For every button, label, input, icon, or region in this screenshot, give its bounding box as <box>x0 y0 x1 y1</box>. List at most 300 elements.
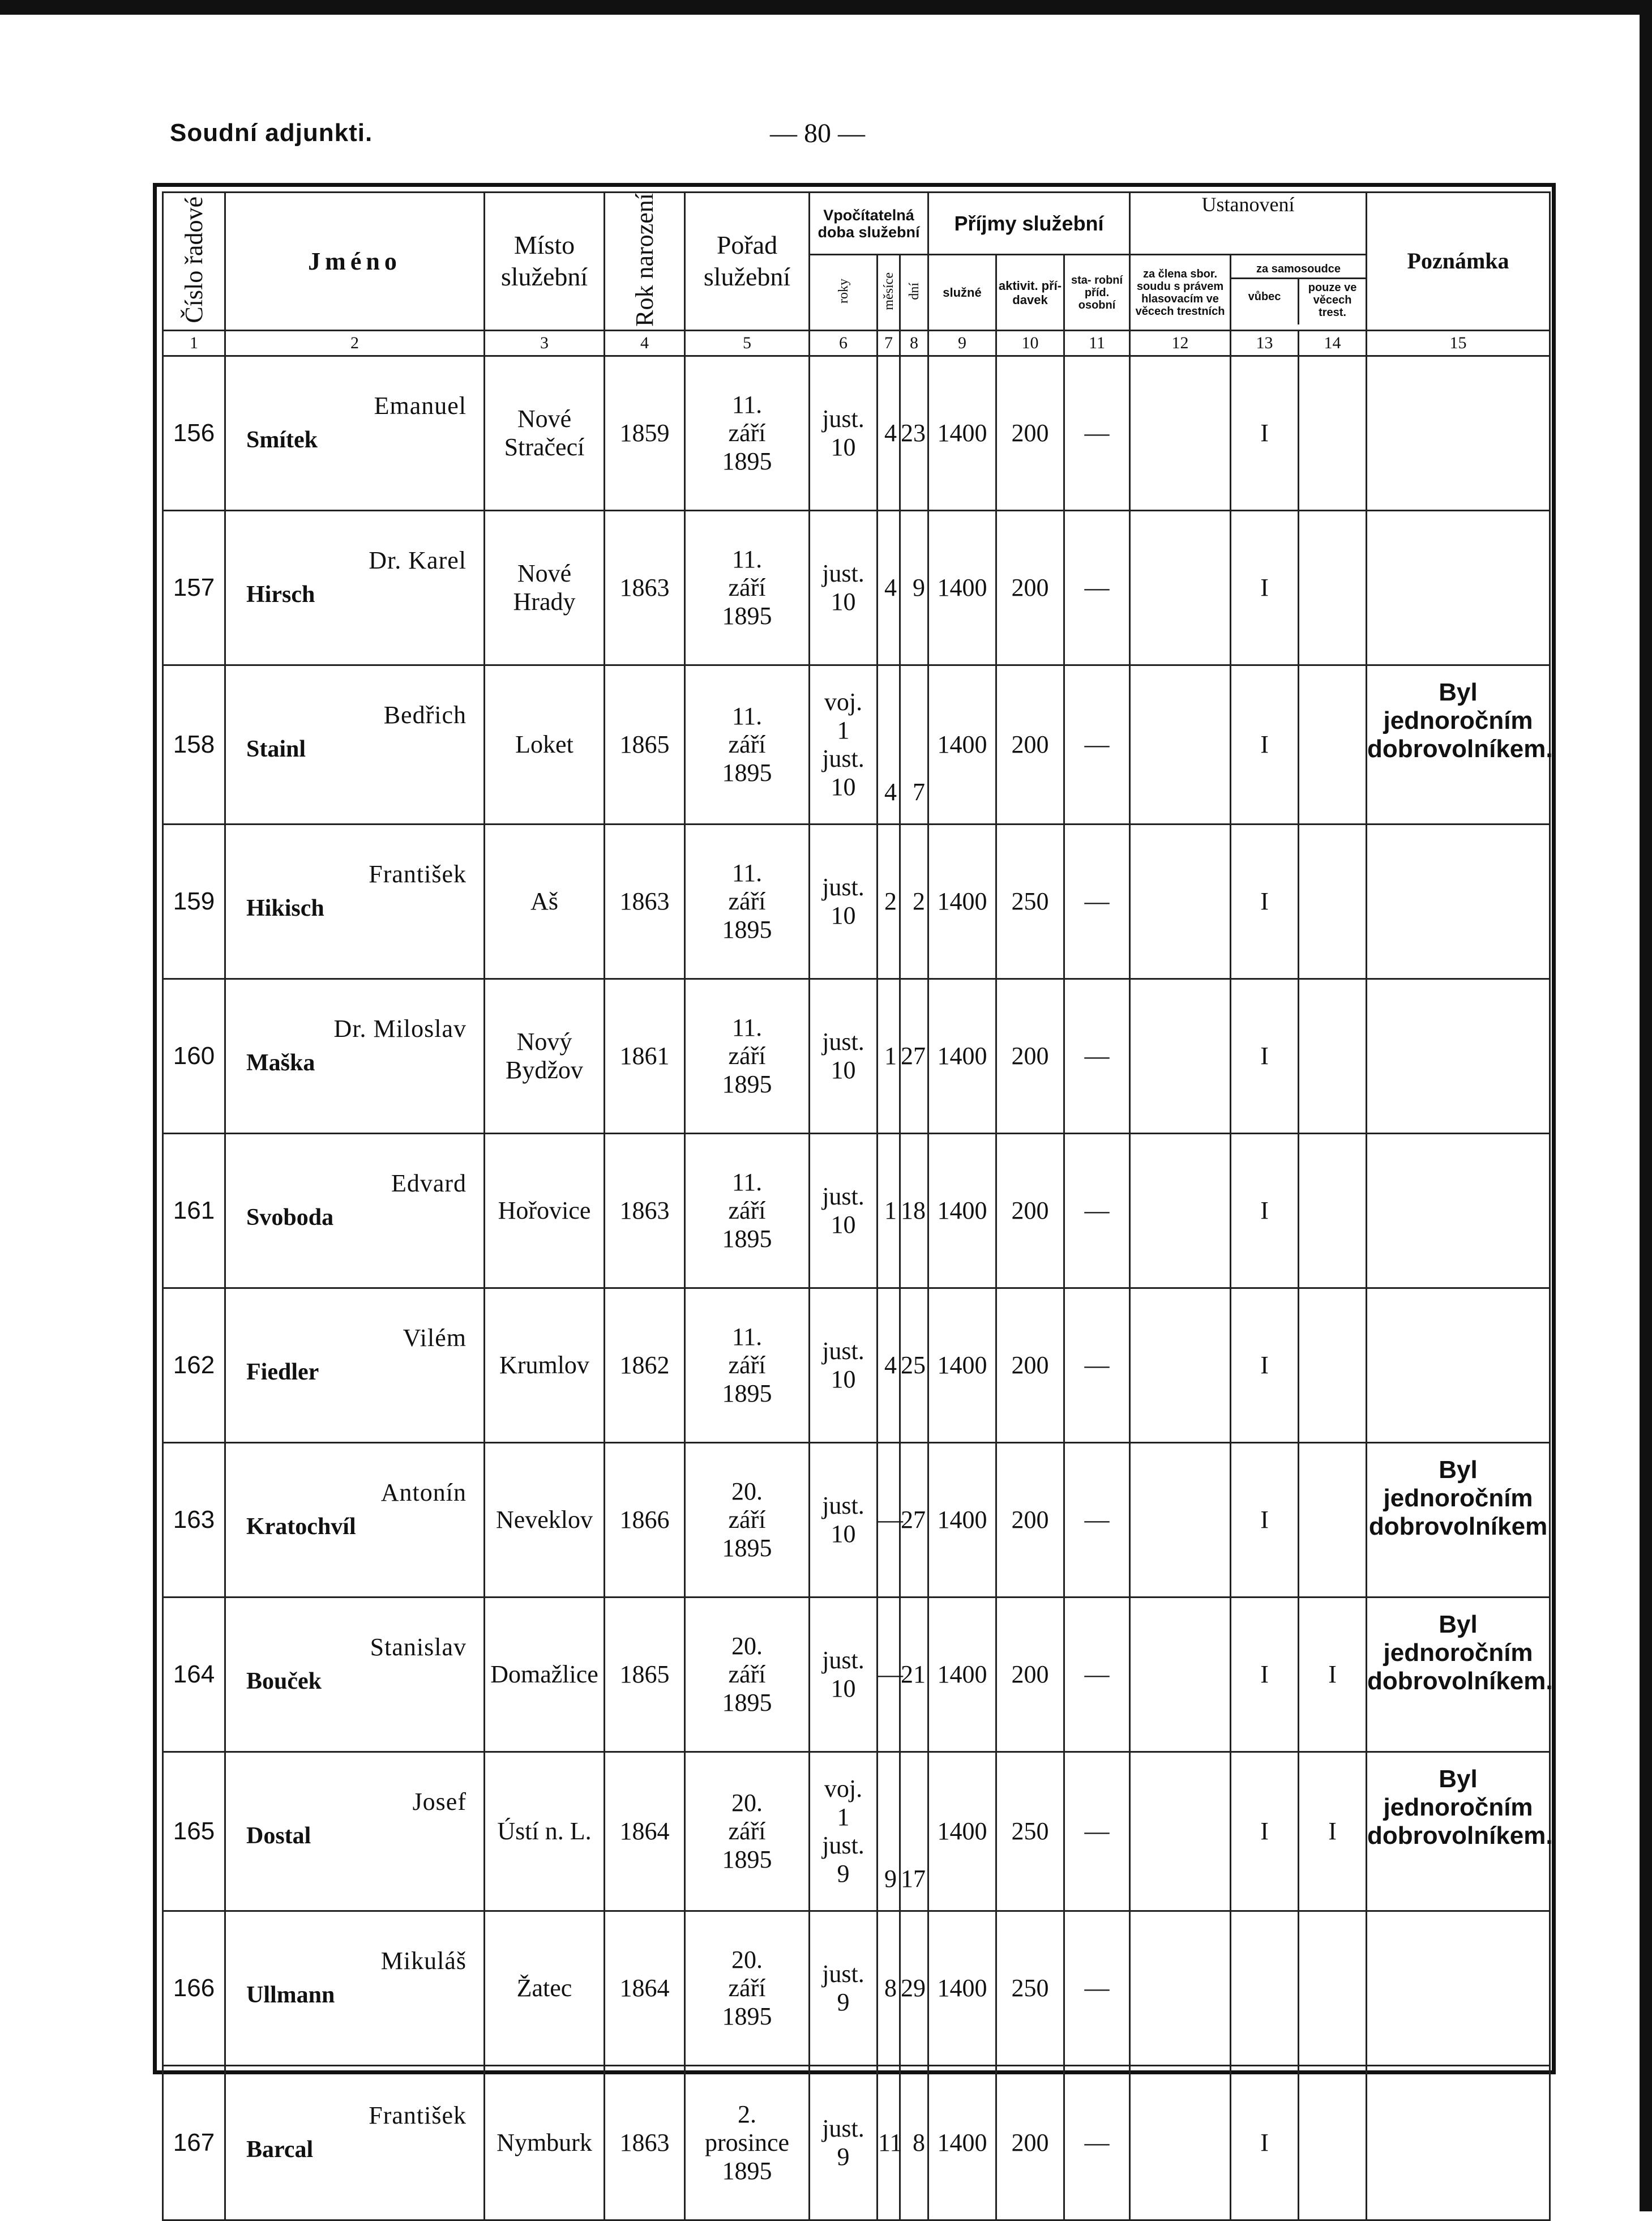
colnum-12: 12 <box>1130 330 1231 356</box>
service-years <box>810 1288 878 1442</box>
date-month: září <box>728 1505 766 1534</box>
service-years <box>810 1911 878 2065</box>
remark: Byl jednoročním dobrovolníkem. <box>1367 665 1550 824</box>
service-label: just. <box>822 404 864 433</box>
za-samosoudce-label: za samosoudce <box>1231 260 1366 279</box>
date-year: 1895 <box>722 2156 772 2185</box>
date-month: září <box>728 1974 766 2002</box>
service-label: just. <box>822 1959 864 1988</box>
remark <box>1367 2065 1550 2220</box>
service-months: 1 <box>878 1133 900 1288</box>
service-months: 1 <box>878 979 900 1133</box>
colnum-10: 10 <box>996 330 1064 356</box>
age-allowance: — <box>1064 356 1130 510</box>
date-day: 2. <box>738 2100 756 2128</box>
place-cell: Nové Stračecí <box>485 356 605 510</box>
salary: 1400 <box>928 1752 996 1911</box>
date-day: 20. <box>731 1477 763 1505</box>
service-days: 21 <box>900 1597 928 1752</box>
member-vote <box>1130 1133 1231 1288</box>
service-label: just. <box>822 2114 864 2142</box>
header-aktivit: aktivit. pří- davek <box>996 255 1064 330</box>
date-day: 20. <box>731 1945 763 1974</box>
remark <box>1367 824 1550 979</box>
first-name: Mikuláš <box>380 1946 467 1975</box>
first-name: Bedřich <box>383 701 467 729</box>
service-months: 4 <box>878 1288 900 1442</box>
place-cell: Nymburk <box>485 2065 605 2220</box>
service-years-value: 10 <box>831 587 856 616</box>
table-row <box>163 1597 1550 1752</box>
military-years: 1 <box>837 1803 850 1831</box>
date-month: září <box>728 418 766 447</box>
row-number: 159 <box>163 824 225 979</box>
date-year: 1895 <box>722 1845 772 1873</box>
date-year: 1895 <box>722 447 772 475</box>
member-vote <box>1130 356 1231 510</box>
header-ustanoveni <box>1130 193 1367 255</box>
seniority-date <box>685 1597 810 1752</box>
header-za-samosoudce <box>1231 255 1367 330</box>
row-number: 161 <box>163 1133 225 1288</box>
date-day: 11. <box>731 545 763 573</box>
first-name: Antonín <box>380 1478 467 1506</box>
surname: Barcal <box>246 2136 314 2163</box>
judge-criminal: I <box>1299 1752 1367 1911</box>
salary: 1400 <box>928 979 996 1133</box>
colnum-8: 8 <box>900 330 928 356</box>
first-name: Vilém <box>403 1323 467 1352</box>
name-cell <box>225 824 485 979</box>
surname: Svoboda <box>246 1204 334 1231</box>
service-label: just. <box>822 744 864 772</box>
name-cell <box>225 665 485 824</box>
salary: 1400 <box>928 665 996 824</box>
service-years-value: 10 <box>831 772 856 801</box>
first-name: Josef <box>412 1787 467 1816</box>
service-years-value: 10 <box>831 1056 856 1084</box>
surname: Ullmann <box>246 1981 335 2008</box>
service-label: just. <box>822 1027 864 1056</box>
age-allowance: — <box>1064 1288 1130 1442</box>
activity-allowance: 200 <box>996 1442 1064 1597</box>
running-head: Soudní adjunkti. <box>170 119 373 147</box>
table-row <box>163 1911 1550 2065</box>
service-days: 27 <box>900 979 928 1133</box>
place-cell: Nové Hrady <box>485 510 605 665</box>
service-label: just. <box>822 1182 864 1210</box>
date-year: 1895 <box>722 1534 772 1562</box>
header-doba: Vpočítatelná doba služební <box>810 193 928 255</box>
judge-criminal <box>1299 1442 1367 1597</box>
date-day: 20. <box>731 1788 763 1817</box>
birth-year: 1865 <box>605 665 685 824</box>
salary: 1400 <box>928 356 996 510</box>
name-cell <box>225 510 485 665</box>
activity-allowance: 250 <box>996 824 1064 979</box>
salary: 1400 <box>928 1288 996 1442</box>
header-mesice: měsíce <box>878 255 900 330</box>
service-months: 4 <box>878 356 900 510</box>
member-vote <box>1130 1288 1231 1442</box>
colnum-13: 13 <box>1231 330 1299 356</box>
service-months: 8 <box>878 1911 900 2065</box>
date-month: září <box>728 1660 766 1688</box>
name-cell <box>225 1442 485 1597</box>
colnum-2: 2 <box>225 330 485 356</box>
table-row <box>163 356 1550 510</box>
row-number: 167 <box>163 2065 225 2220</box>
birth-year: 1863 <box>605 510 685 665</box>
table-row <box>163 510 1550 665</box>
salary: 1400 <box>928 1911 996 2065</box>
service-years-value: 10 <box>831 901 856 929</box>
birth-year: 1864 <box>605 1752 685 1911</box>
scan-edge-right <box>1640 0 1652 2211</box>
activity-allowance: 200 <box>996 510 1064 665</box>
date-month: září <box>728 1041 766 1070</box>
activity-allowance: 200 <box>996 2065 1064 2220</box>
judge-general <box>1231 1911 1299 2065</box>
row-number: 166 <box>163 1911 225 2065</box>
service-years <box>810 1133 878 1288</box>
remark <box>1367 979 1550 1133</box>
header-rok: Rok narození <box>605 193 685 331</box>
birth-year: 1861 <box>605 979 685 1133</box>
member-vote <box>1130 824 1231 979</box>
colnum-4: 4 <box>605 330 685 356</box>
remark: Byl jednoročním dobrovolníkem. <box>1367 1752 1550 1911</box>
table-row <box>163 979 1550 1133</box>
surname: Stainl <box>246 736 306 762</box>
service-label: just. <box>822 559 864 587</box>
birth-year: 1859 <box>605 356 685 510</box>
service-years-value: 9 <box>837 1988 850 2016</box>
military-label: voj. <box>824 687 863 716</box>
table-row <box>163 1133 1550 1288</box>
service-months: — <box>878 1597 900 1752</box>
date-month: září <box>728 1196 766 1224</box>
header-prijmy: Příjmy služební <box>928 193 1130 255</box>
page-number: — 80 — <box>770 118 865 148</box>
surname: Bouček <box>246 1668 322 1694</box>
activity-allowance: 250 <box>996 1911 1064 2065</box>
header-pouze: pouze ve věcech trest. <box>1308 281 1357 319</box>
service-years <box>810 824 878 979</box>
register-table <box>162 191 1551 2221</box>
service-months: — <box>878 1442 900 1597</box>
judge-general: I <box>1231 979 1299 1133</box>
service-days: 17 <box>900 1752 928 1911</box>
service-label: just. <box>822 1831 864 1859</box>
table-row <box>163 2065 1550 2220</box>
military-label: voj. <box>824 1774 863 1803</box>
judge-general: I <box>1231 1133 1299 1288</box>
header-porad: Pořad služební <box>685 193 810 331</box>
colnum-9: 9 <box>928 330 996 356</box>
date-month: prosince <box>704 2128 790 2156</box>
row-number: 156 <box>163 356 225 510</box>
member-vote <box>1130 1911 1231 2065</box>
place-cell: Žatec <box>485 1911 605 2065</box>
date-month: září <box>728 730 766 758</box>
place-cell: Nový Bydžov <box>485 979 605 1133</box>
salary: 1400 <box>928 510 996 665</box>
service-days: 27 <box>900 1442 928 1597</box>
header-starobni: sta- robní příd. osobní <box>1064 255 1130 330</box>
place-cell: Krumlov <box>485 1288 605 1442</box>
member-vote <box>1130 1752 1231 1911</box>
service-label: just. <box>822 873 864 901</box>
salary: 1400 <box>928 2065 996 2220</box>
row-number: 165 <box>163 1752 225 1911</box>
service-days: 25 <box>900 1288 928 1442</box>
activity-allowance: 200 <box>996 1133 1064 1288</box>
service-label: just. <box>822 1491 864 1519</box>
age-allowance: — <box>1064 2065 1130 2220</box>
date-day: 11. <box>731 858 763 887</box>
activity-allowance: 250 <box>996 1752 1064 1911</box>
birth-year: 1864 <box>605 1911 685 2065</box>
date-day: 11. <box>731 702 763 730</box>
name-cell <box>225 1133 485 1288</box>
seniority-date <box>685 665 810 824</box>
member-vote <box>1130 1442 1231 1597</box>
remark <box>1367 510 1550 665</box>
seniority-date <box>685 1442 810 1597</box>
age-allowance: — <box>1064 1133 1130 1288</box>
date-year: 1895 <box>722 1688 772 1716</box>
service-years <box>810 356 878 510</box>
member-vote <box>1130 979 1231 1133</box>
judge-criminal <box>1299 1133 1367 1288</box>
date-day: 11. <box>731 1013 763 1041</box>
surname: Smítek <box>246 426 318 453</box>
surname: Hikisch <box>246 895 324 921</box>
name-cell <box>225 1752 485 1911</box>
service-days: 18 <box>900 1133 928 1288</box>
name-cell <box>225 1597 485 1752</box>
salary: 1400 <box>928 1597 996 1752</box>
service-years <box>810 1442 878 1597</box>
colnum-14: 14 <box>1299 330 1367 356</box>
seniority-date <box>685 1911 810 2065</box>
judge-general: I <box>1231 356 1299 510</box>
colnum-11: 11 <box>1064 330 1130 356</box>
header-misto: Místo služební <box>485 193 605 331</box>
service-days: 29 <box>900 1911 928 2065</box>
judge-criminal <box>1299 1911 1367 2065</box>
remark: Byl jednoročním dobrovolníkem. <box>1367 1597 1550 1752</box>
service-years-value: 10 <box>831 1365 856 1393</box>
row-number: 157 <box>163 510 225 665</box>
table-row <box>163 1442 1550 1597</box>
remark <box>1367 1288 1550 1442</box>
place-cell: Aš <box>485 824 605 979</box>
service-months: 4 <box>878 510 900 665</box>
judge-general: I <box>1231 510 1299 665</box>
service-years <box>810 510 878 665</box>
service-years-value: 10 <box>831 1210 856 1238</box>
table-row <box>163 824 1550 979</box>
register-rows <box>163 356 1553 2220</box>
judge-criminal <box>1299 824 1367 979</box>
service-months: 2 <box>878 824 900 979</box>
name-cell <box>225 356 485 510</box>
judge-criminal <box>1299 665 1367 824</box>
date-day: 20. <box>731 1631 763 1660</box>
activity-allowance: 200 <box>996 979 1064 1133</box>
birth-year: 1862 <box>605 1288 685 1442</box>
judge-general: I <box>1231 1442 1299 1597</box>
seniority-date <box>685 2065 810 2220</box>
judge-general: I <box>1231 1597 1299 1752</box>
date-day: 11. <box>731 1168 763 1196</box>
service-years-value: 9 <box>837 2142 850 2171</box>
table-row <box>163 1288 1550 1442</box>
header-cislo: Číslo řadové <box>163 193 225 331</box>
remark: Byl jednoročním dobrovolníkem <box>1367 1442 1550 1597</box>
first-name: Dr. Karel <box>369 546 467 574</box>
place-cell: Domažlice <box>485 1597 605 1752</box>
service-years-value: 9 <box>837 1859 850 1887</box>
service-years-value: 10 <box>831 1519 856 1548</box>
colnum-15: 15 <box>1367 330 1550 356</box>
colnum-7: 7 <box>878 330 900 356</box>
service-days: 8 <box>900 2065 928 2220</box>
date-year: 1895 <box>722 1070 772 1098</box>
age-allowance: — <box>1064 510 1130 665</box>
judge-criminal <box>1299 356 1367 510</box>
row-number: 163 <box>163 1442 225 1597</box>
row-number: 164 <box>163 1597 225 1752</box>
judge-general: I <box>1231 1752 1299 1911</box>
seniority-date <box>685 356 810 510</box>
column-number-row <box>163 330 1550 356</box>
birth-year: 1866 <box>605 1442 685 1597</box>
first-name: František <box>369 2101 467 2129</box>
seniority-date <box>685 1133 810 1288</box>
judge-general: I <box>1231 1288 1299 1442</box>
name-cell <box>225 979 485 1133</box>
table-row <box>163 1752 1550 1911</box>
scan-edge-top <box>0 0 1652 15</box>
date-year: 1895 <box>722 758 772 787</box>
service-years <box>810 1752 878 1911</box>
activity-allowance: 200 <box>996 665 1064 824</box>
remark <box>1367 356 1550 510</box>
seniority-date <box>685 1752 810 1911</box>
date-month: září <box>728 1817 766 1845</box>
salary: 1400 <box>928 1442 996 1597</box>
activity-allowance: 200 <box>996 356 1064 510</box>
age-allowance: — <box>1064 665 1130 824</box>
remark <box>1367 1911 1550 2065</box>
first-name: Dr. Miloslav <box>333 1014 467 1043</box>
member-vote <box>1130 1597 1231 1752</box>
service-years-value: 10 <box>831 1674 856 1702</box>
date-month: září <box>728 1351 766 1379</box>
seniority-date <box>685 824 810 979</box>
service-months: 9 <box>878 1752 900 1911</box>
place-cell: Neveklov <box>485 1442 605 1597</box>
surname: Hirsch <box>246 581 315 608</box>
judge-criminal <box>1299 510 1367 665</box>
colnum-3: 3 <box>485 330 605 356</box>
header-vubec: vůbec <box>1231 279 1299 324</box>
first-name: Emanuel <box>374 391 467 420</box>
judge-criminal <box>1299 2065 1367 2220</box>
seniority-date <box>685 1288 810 1442</box>
surname: Maška <box>246 1049 315 1076</box>
birth-year: 1863 <box>605 824 685 979</box>
header-roky: roky <box>810 255 878 330</box>
seniority-date <box>685 510 810 665</box>
birth-year: 1865 <box>605 1597 685 1752</box>
date-year: 1895 <box>722 1379 772 1407</box>
service-years <box>810 2065 878 2220</box>
place-cell: Hořovice <box>485 1133 605 1288</box>
age-allowance: — <box>1064 979 1130 1133</box>
ustanoveni-label: Ustanovení <box>1201 193 1295 216</box>
service-days: 9 <box>900 510 928 665</box>
date-day: 11. <box>731 390 763 418</box>
name-cell <box>225 1911 485 2065</box>
judge-general: I <box>1231 824 1299 979</box>
service-label: just. <box>822 1646 864 1674</box>
date-year: 1895 <box>722 1224 772 1253</box>
judge-general: I <box>1231 2065 1299 2220</box>
header-jmeno: Jméno <box>225 193 485 331</box>
service-months: 4 <box>878 665 900 824</box>
row-number: 158 <box>163 665 225 824</box>
judge-criminal: I <box>1299 1597 1367 1752</box>
service-years <box>810 665 878 824</box>
birth-year: 1863 <box>605 2065 685 2220</box>
date-month: září <box>728 887 766 915</box>
row-number: 162 <box>163 1288 225 1442</box>
header-za-clena: za člena sbor. soudu s právem hlasovacím ve věcech trestních <box>1130 255 1231 330</box>
table-row <box>163 665 1550 824</box>
judge-general: I <box>1231 665 1299 824</box>
member-vote <box>1130 665 1231 824</box>
service-years-value: 10 <box>831 433 856 461</box>
name-cell <box>225 2065 485 2220</box>
header-sluzne: služné <box>928 255 996 330</box>
first-name: František <box>369 860 467 888</box>
date-month: září <box>728 573 766 601</box>
place-cell: Ústí n. L. <box>485 1752 605 1911</box>
first-name: Stanislav <box>370 1633 467 1661</box>
member-vote <box>1130 2065 1231 2220</box>
age-allowance: — <box>1064 824 1130 979</box>
activity-allowance: 200 <box>996 1288 1064 1442</box>
date-year: 1895 <box>722 2002 772 2030</box>
activity-allowance: 200 <box>996 1597 1064 1752</box>
colnum-6: 6 <box>810 330 878 356</box>
remark <box>1367 1133 1550 1288</box>
first-name: Edvard <box>391 1169 467 1197</box>
service-label: just. <box>822 1336 864 1365</box>
salary: 1400 <box>928 824 996 979</box>
salary: 1400 <box>928 1133 996 1288</box>
member-vote <box>1130 510 1231 665</box>
colnum-5: 5 <box>685 330 810 356</box>
service-months: 11 <box>878 2065 900 2220</box>
age-allowance: — <box>1064 1597 1130 1752</box>
colnum-1: 1 <box>163 330 225 356</box>
service-days: 7 <box>900 665 928 824</box>
